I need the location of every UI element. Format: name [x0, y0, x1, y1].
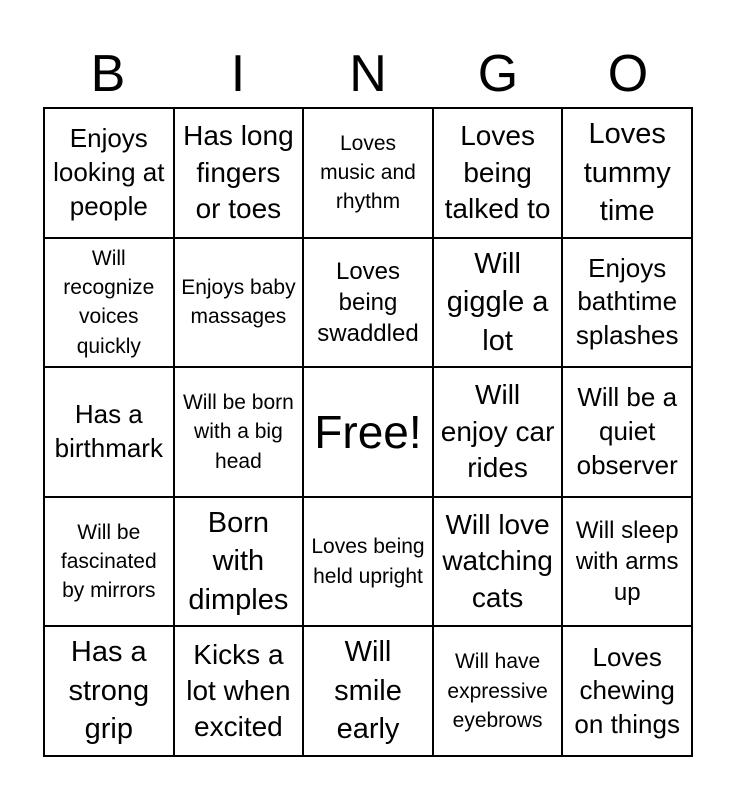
bingo-cell-r5c2[interactable]: Kicks a lot when excited	[174, 626, 304, 756]
bingo-cell-r4c1[interactable]: Will be fascinated by mirrors	[44, 497, 174, 627]
bingo-cell-r1c5[interactable]: Loves tummy time	[562, 108, 692, 238]
header-letter-n: N	[349, 45, 387, 103]
bingo-cell-r5c3[interactable]: Will smile early	[303, 626, 433, 756]
bingo-cell-r4c3[interactable]: Loves being held upright	[303, 497, 433, 627]
bingo-cell-r3c1[interactable]: Has a birthmark	[44, 367, 174, 497]
bingo-cell-r1c3[interactable]: Loves music and rhythm	[303, 108, 433, 238]
bingo-cell-r1c1[interactable]: Enjoys looking at people	[44, 108, 174, 238]
bingo-cell-r1c2[interactable]: Has long fingers or toes	[174, 108, 304, 238]
bingo-cell-r5c4[interactable]: Will have expressive eyebrows	[433, 626, 563, 756]
bingo-free-space[interactable]: Free!	[303, 367, 433, 497]
bingo-cell-r3c4[interactable]: Will enjoy car rides	[433, 367, 563, 497]
bingo-cell-r2c2[interactable]: Enjoys baby massages	[174, 238, 304, 368]
bingo-cell-r2c4[interactable]: Will giggle a lot	[433, 238, 563, 368]
bingo-cell-r4c2[interactable]: Born with dimples	[174, 497, 304, 627]
bingo-header	[43, 40, 693, 108]
bingo-cell-r1c4[interactable]: Loves being talked to	[433, 108, 563, 238]
header-letter-b: B	[90, 45, 126, 103]
bingo-cell-r3c2[interactable]: Will be born with a big head	[174, 367, 304, 497]
bingo-cell-r5c5[interactable]: Loves chewing on things	[562, 626, 692, 756]
header-letter-g: G	[477, 45, 519, 103]
bingo-cell-r5c1[interactable]: Has a strong grip	[44, 626, 174, 756]
bingo-cell-r2c5[interactable]: Enjoys bathtime splashes	[562, 238, 692, 368]
bingo-cell-r4c5[interactable]: Will sleep with arms up	[562, 497, 692, 627]
bingo-cell-r3c5[interactable]: Will be a quiet observer	[562, 367, 692, 497]
bingo-cell-r4c4[interactable]: Will love watching cats	[433, 497, 563, 627]
header-letter-o: O	[607, 45, 649, 103]
header-letter-i: I	[230, 45, 246, 103]
bingo-card-grid	[43, 107, 693, 757]
bingo-cell-r2c1[interactable]: Will recognize voices quickly	[44, 238, 174, 368]
bingo-cell-r2c3[interactable]: Loves being swaddled	[303, 238, 433, 368]
